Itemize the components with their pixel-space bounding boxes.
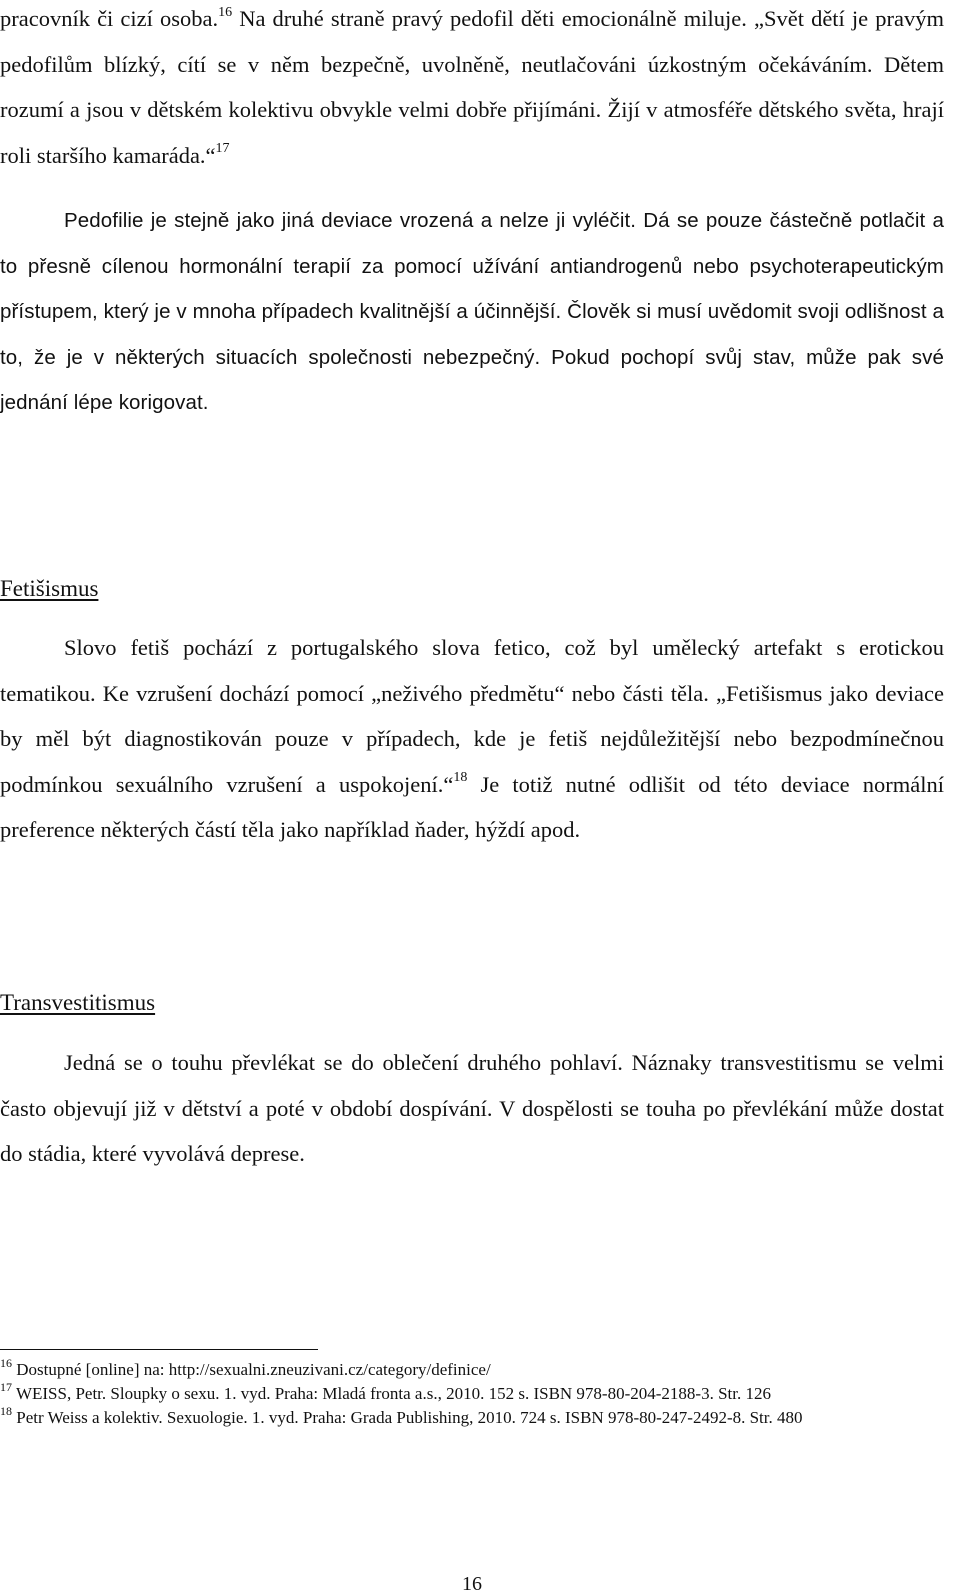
page-number: 16 bbox=[462, 1573, 482, 1595]
continuation-paragraph bbox=[0, 0, 944, 178]
pedofilie-paragraph: Pedofilie je stejně jako jiná deviace vrozená a nelze ji vyléčit. Dá se pouze částečně potlačit a to přesně cílenou hormonální terapií za pomocí užívání antiandrogenů nebo psychoterapeutickým přístupem, který je v mnoha případech kvalitnější a účinnější. Člověk si musí uvědomit svoji odlišnost a to, že je v některých situacích společnosti nebezpečný. Pokud pochopí svůj stav, může pak své jednání lépe korigovat. bbox=[0, 209, 944, 415]
transvestitismus-paragraph: Jedná se o touhu převlékat se do oblečení druhého pohlaví. Náznaky transvestitismu se velmi často objevují již v dětství a poté v období dospívání. V dospělosti se touha po převlékání může dostat do stádia, které vyvolává deprese. bbox=[0, 1050, 944, 1167]
footnote-text: Dostupné [online] na: http://sexualni.zneuzivani.cz/category/definice/ bbox=[12, 1360, 491, 1379]
footnote-separator bbox=[0, 1349, 318, 1350]
footnote-17 bbox=[0, 1382, 944, 1406]
paragraph-text: Slovo fetiš pochází z portugalského slova fetico, což byl umělecký artefakt s erotickou tematikou. Ke vzrušení dochází pomocí „neživého předmětu“ nebo části těla. „Fetišismus jako deviace by měl být diagnostikován pouze v případech, kde je fetiš nejdůležitější nebo bezpodmínečnou podmínkou sexuálního vzrušení a uspokojení.“ bbox=[0, 635, 944, 797]
footnote-number: 17 bbox=[0, 1380, 12, 1395]
footnote-ref-18[interactable]: 18 bbox=[453, 770, 468, 786]
footnote-18 bbox=[0, 1406, 944, 1430]
footnote-number: 16 bbox=[0, 1356, 12, 1371]
footnote-ref-16[interactable]: 16 bbox=[218, 4, 233, 20]
paragraph-text: Na druhé straně pravý pedofil děti emocionálně miluje. „Svět dětí je pravým pedofilům blízký, cítí se v něm bezpečně, uvolněně, neutlačováni úzkostným očekáváním. Dětem rozumí a jsou v dětském kolektivu obvykle velmi dobře přijímáni. Žijí v atmosféře dětského světa, hrají roli staršího kamaráda.“ bbox=[0, 6, 944, 168]
footnotes bbox=[0, 1358, 944, 1430]
footnote-text: Petr Weiss a kolektiv. Sexuologie. 1. vyd. Praha: Grada Publishing, 2010. 724 s. ISBN 978-80-247-2492-8. Str. 480 bbox=[12, 1408, 803, 1427]
paragraph-text: Je totiž nutné odlišit od této deviace normální preference některých částí těla jako například ňader, hýždí apod. bbox=[0, 771, 944, 843]
fetisismus-paragraph bbox=[0, 625, 944, 853]
footnote-number: 18 bbox=[0, 1404, 12, 1419]
section-heading-transvestitismus: Transvestitismus bbox=[0, 990, 156, 1015]
footnote-16 bbox=[0, 1358, 944, 1382]
paragraph-text: pracovník či cizí osoba. bbox=[0, 6, 219, 31]
footnote-text: WEISS, Petr. Sloupky o sexu. 1. vyd. Praha: Mladá fronta a.s., 2010. 152 s. ISBN 978-80-204-2188-3. Str. 126 bbox=[12, 1384, 771, 1403]
section-heading-fetisismus: Fetišismus bbox=[0, 576, 99, 601]
footnote-ref-17[interactable]: 17 bbox=[215, 141, 230, 157]
